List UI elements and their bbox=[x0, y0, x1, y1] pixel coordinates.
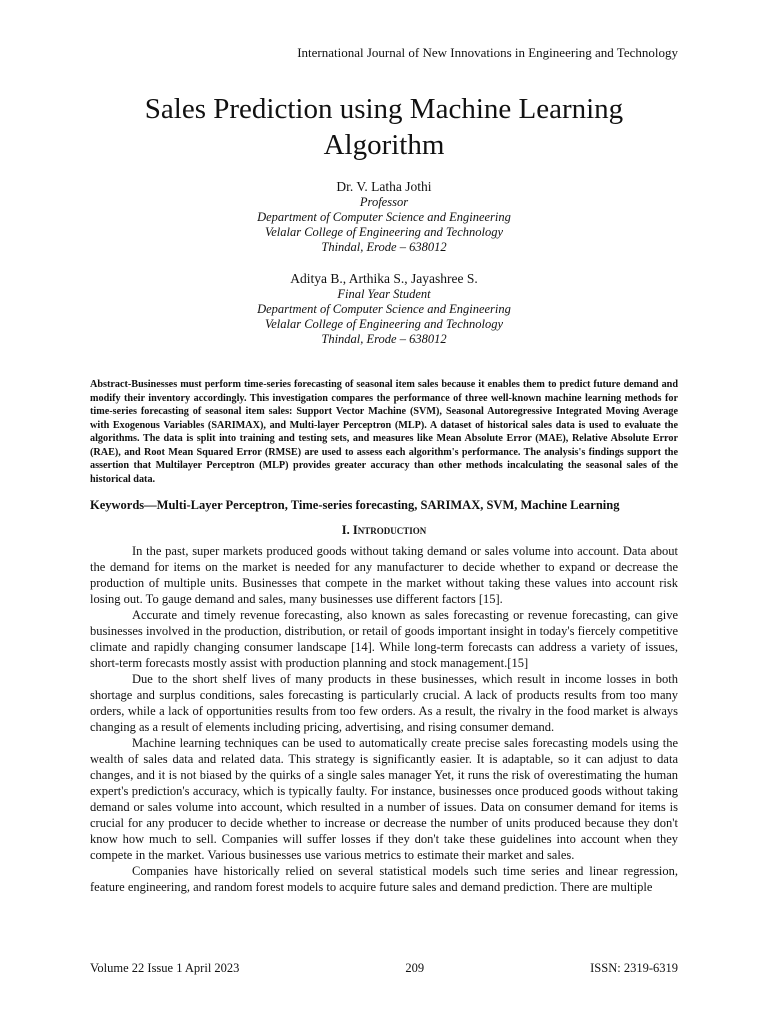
author-location: Thindal, Erode – 638012 bbox=[321, 240, 447, 254]
author-name: Dr. V. Latha Jothi bbox=[336, 179, 432, 194]
author-college: Velalar College of Engineering and Technology bbox=[264, 317, 504, 331]
page-footer bbox=[90, 961, 678, 976]
journal-header: International Journal of New Innovations in Engineering and Technology bbox=[297, 45, 678, 60]
page-number: 209 bbox=[405, 961, 425, 975]
author-role: Final Year Student bbox=[337, 287, 431, 301]
section-heading bbox=[90, 523, 678, 538]
author-location: Thindal, Erode – 638012 bbox=[321, 332, 447, 346]
author-department: Department of Computer Science and Engineering bbox=[257, 210, 511, 224]
author-block-1 bbox=[90, 179, 678, 255]
section-number: I. bbox=[341, 523, 350, 537]
section-title: Introduction bbox=[352, 523, 427, 537]
author-block-2 bbox=[90, 271, 678, 347]
author-department: Department of Computer Science and Engineering bbox=[257, 302, 511, 316]
abstract: Abstract-Businesses must perform time-series forecasting of seasonal item sales because it enables them to predict future demand and modify their inventory accordingly. This investigation compares the performance of three well-known machine learning methods for time-series forecasting of seasonal item sales: Support Vector Machine (SVM), Seasonal Autoregressive Integrated Moving Average with Exogenous Variables (SARIMAX), and Multi-layer Perceptron (MLP). A dataset of historical sales data is used to evaluate the algorithms. The data is split into training and testing sets, and measures like Mean Absolute Error (MAE), Relative Absolute Error (RAE), and Root Mean Squared Error (RMSE) are used to assess each algorithm's performance. The analysis's findings support the assertion that Multilayer Perceptron (MLP) provides greater accuracy than other methods incalculating the seasonal sales of the historical data. bbox=[90, 379, 678, 485]
author-college: Velalar College of Engineering and Technology bbox=[264, 225, 504, 239]
keywords: Keywords—Multi-Layer Perceptron, Time-series forecasting, SARIMAX, SVM, Machine Learning bbox=[90, 498, 620, 512]
author-role: Professor bbox=[359, 195, 409, 209]
footer-volume: Volume 22 Issue 1 April 2023 bbox=[90, 961, 240, 975]
footer-issn: ISSN: 2319-6319 bbox=[590, 961, 678, 975]
paragraph: Accurate and timely revenue forecasting, also known as sales forecasting or revenue forecasting, can give businesses involved in the production, distribution, or retail of goods important insight in today's fiercely competitive climate and rapidly changing consumer landscape [14]. While long-term forecasts can address a variety of issues, short-term forecasts mostly assist with production planning and stock management.[15] bbox=[90, 608, 678, 670]
paragraph: Due to the short shelf lives of many products in these businesses, which result in income losses in both shortage and surplus conditions, sales forecasting is particularly crucial. A lack of products results from too many orders, while a lack of opportunities results from too few orders. As a result, the rivalry in the food market is always changing as a result of elements including pricing, advertising, and rising consumer demand. bbox=[90, 672, 678, 734]
author-name: Aditya B., Arthika S., Jayashree S. bbox=[290, 271, 478, 286]
paragraph: Companies have historically relied on several statistical models such time series and linear regression, feature engineering, and random forest models to acquire future sales and demand prediction. There are multiple bbox=[90, 864, 678, 894]
body-text bbox=[90, 543, 678, 895]
paper-title: Sales Prediction using Machine Learning Algorithm bbox=[144, 93, 624, 161]
paragraph: In the past, super markets produced goods without taking demand or sales volume into account. Data about the demand for items on the market is needed for any manufacturer to decide whether to expand or decrease the production of multiple units. Businesses that compete in the market without taking these values into account risk losing out. To gauge demand and sales, many businesses use different factors [15]. bbox=[90, 544, 678, 606]
paragraph: Machine learning techniques can be used to automatically create precise sales forecasting models using the wealth of sales data and related data. This strategy is significantly easier. It is adaptable, so it can adjust to data changes, and it is not biased by the quirks of a single sales manager Yet, it runs the risk of overestimating the human expert's prediction's accuracy, which is typically faulty. For instance, businesses once produced goods without taking demand or sales volume into account, which resulted in a number of issues. Data on consumer demand for items is crucial for any producer to decide whether to increase or decrease the number of units produced because they don't know how much to sell. Companies will suffer losses if they don't take these guidelines into account when they compete in the market. Various businesses use various metrics to estimate their market and sales. bbox=[90, 736, 678, 862]
